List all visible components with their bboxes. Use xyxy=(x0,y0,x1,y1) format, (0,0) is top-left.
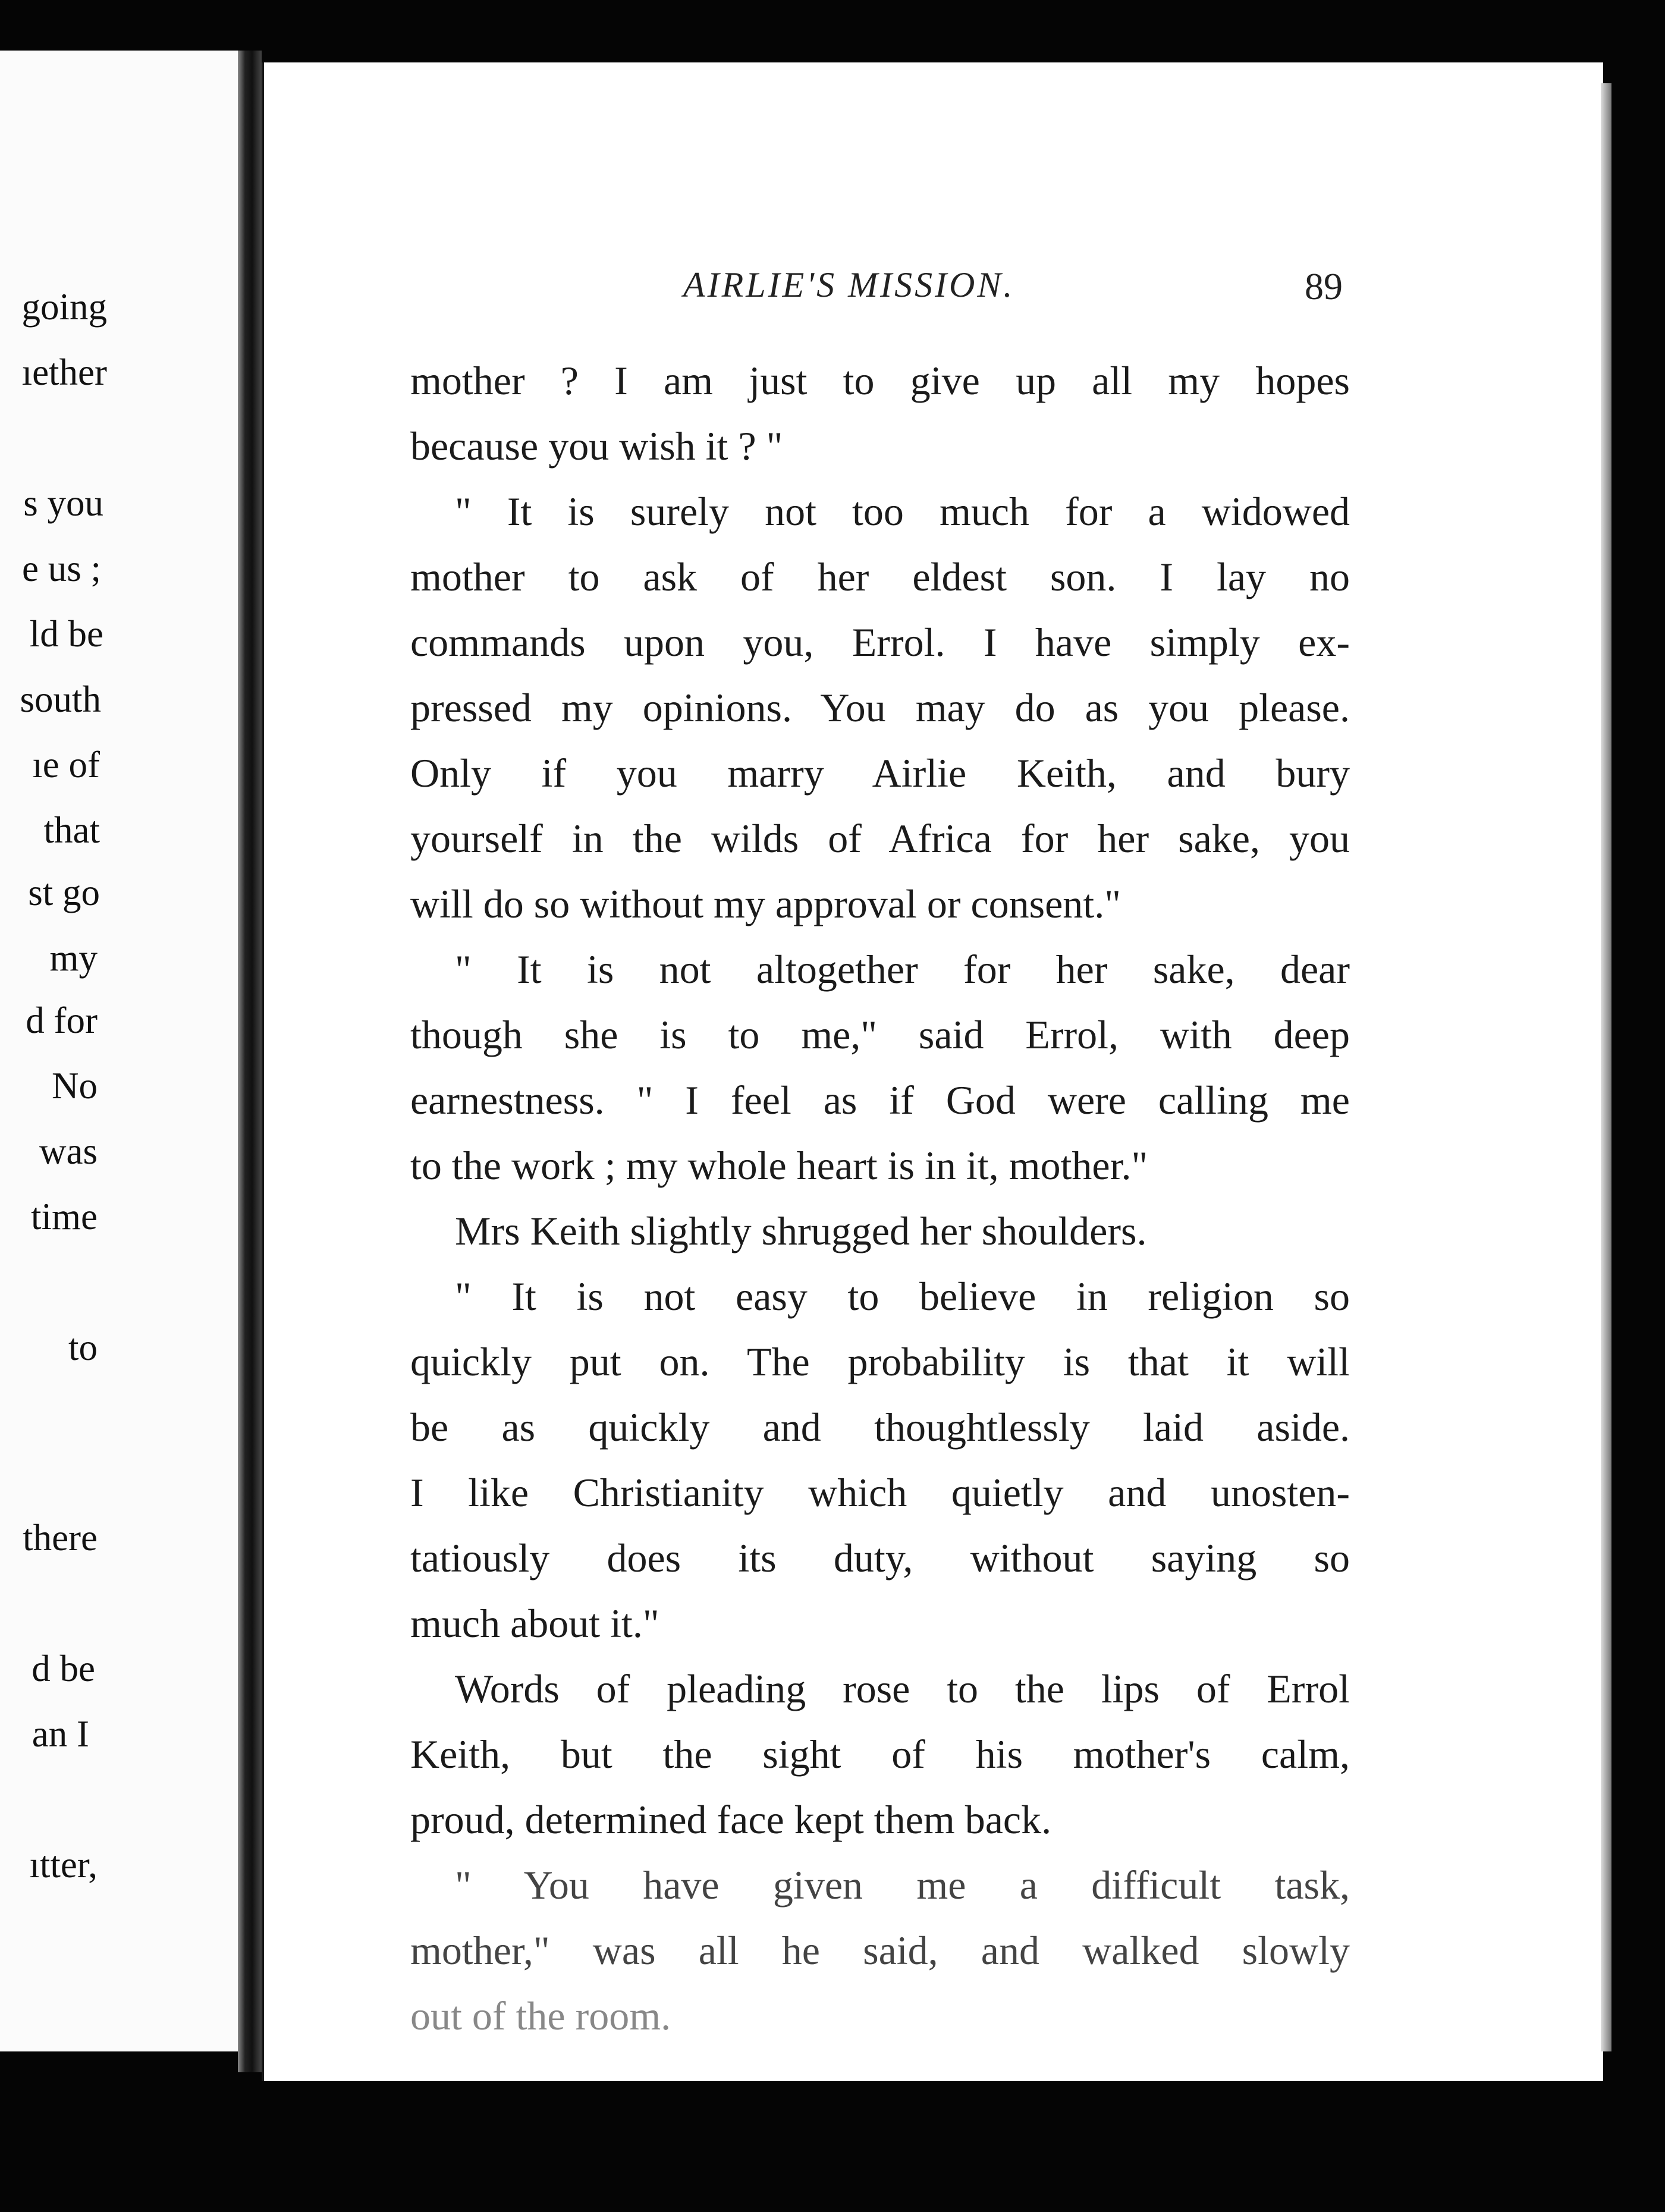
left-page-fragment: was xyxy=(39,1130,98,1172)
left-page-fragment: e us ; xyxy=(22,548,101,589)
book-gutter xyxy=(238,51,262,2072)
page-edge xyxy=(1601,83,1611,2051)
left-page-fragment: there xyxy=(23,1517,98,1559)
text-line: Only if you marry Airlie Keith, and bury xyxy=(410,750,1350,796)
text-line: " It is not easy to believe in religion so xyxy=(455,1274,1350,1319)
text-line: pressed my opinions. You may do as you please. xyxy=(410,685,1350,730)
left-page-fragment: d for xyxy=(26,1000,98,1041)
left-page-fragment: an I xyxy=(32,1713,89,1755)
left-page-fragment: ıtter, xyxy=(29,1844,98,1886)
left-page-fragment: south xyxy=(20,678,101,720)
text-line: I like Christianity which quietly and unosten- xyxy=(410,1470,1350,1515)
right-page xyxy=(262,62,1603,2081)
text-line: mother ? I am just to give up all my hopes xyxy=(410,358,1350,403)
left-page-fragment: ld be xyxy=(29,613,103,655)
left-page-fragment: d be xyxy=(32,1648,95,1689)
text-line: out of the room. xyxy=(410,1993,671,2038)
left-page-fragment: time xyxy=(31,1196,98,1237)
text-line: tatiously does its duty, without saying so xyxy=(410,1535,1350,1581)
left-page-fragment: st go xyxy=(28,872,100,913)
text-line: proud, determined face kept them back. xyxy=(410,1797,1052,1842)
text-line: much about it." xyxy=(410,1601,659,1646)
left-page-fragment: No xyxy=(52,1065,98,1107)
text-line: " You have given me a difficult task, xyxy=(455,1862,1350,1908)
text-line: " It is surely not too much for a widowed xyxy=(455,489,1350,534)
left-page-fragment: that xyxy=(43,809,100,851)
text-line: mother to ask of her eldest son. I lay no xyxy=(410,554,1350,599)
text-line: commands upon you, Errol. I have simply ex- xyxy=(410,620,1350,665)
text-line: though she is to me," said Errol, with deep xyxy=(410,1012,1350,1057)
text-line: to the work ; my whole heart is in it, mother." xyxy=(410,1143,1148,1188)
page-number: 89 xyxy=(1305,265,1343,307)
text-line: " It is not altogether for her sake, dear xyxy=(455,947,1350,992)
page-body xyxy=(410,348,1350,2048)
text-line: because you wish it ? " xyxy=(410,423,783,469)
left-page-fragment: ıe of xyxy=(32,744,100,785)
left-page-fragment: s you xyxy=(23,482,103,524)
text-line: be as quickly and thoughtlessly laid aside. xyxy=(410,1405,1350,1450)
text-line: Words of pleading rose to the lips of Errol xyxy=(455,1666,1350,1711)
running-title: AIRLIE'S MISSION. xyxy=(683,265,1015,304)
text-line: quickly put on. The probability is that it will xyxy=(410,1339,1350,1384)
text-line: earnestness. " I feel as if God were calling me xyxy=(410,1077,1350,1123)
left-page-fragment: ıether xyxy=(21,351,107,393)
left-page-fragment: my xyxy=(49,937,98,979)
text-line: Keith, but the sight of his mother's calm, xyxy=(410,1732,1350,1777)
text-line: mother," was all he said, and walked slowly xyxy=(410,1928,1350,1973)
text-line: will do so without my approval or consent." xyxy=(410,881,1121,926)
page-header xyxy=(264,265,1603,312)
left-page xyxy=(0,51,238,2051)
left-page-fragment: to xyxy=(68,1327,98,1368)
left-page-fragment: going xyxy=(21,286,107,328)
text-line: Mrs Keith slightly shrugged her shoulders. xyxy=(455,1208,1147,1253)
text-line: yourself in the wilds of Africa for her sake, you xyxy=(410,816,1350,861)
